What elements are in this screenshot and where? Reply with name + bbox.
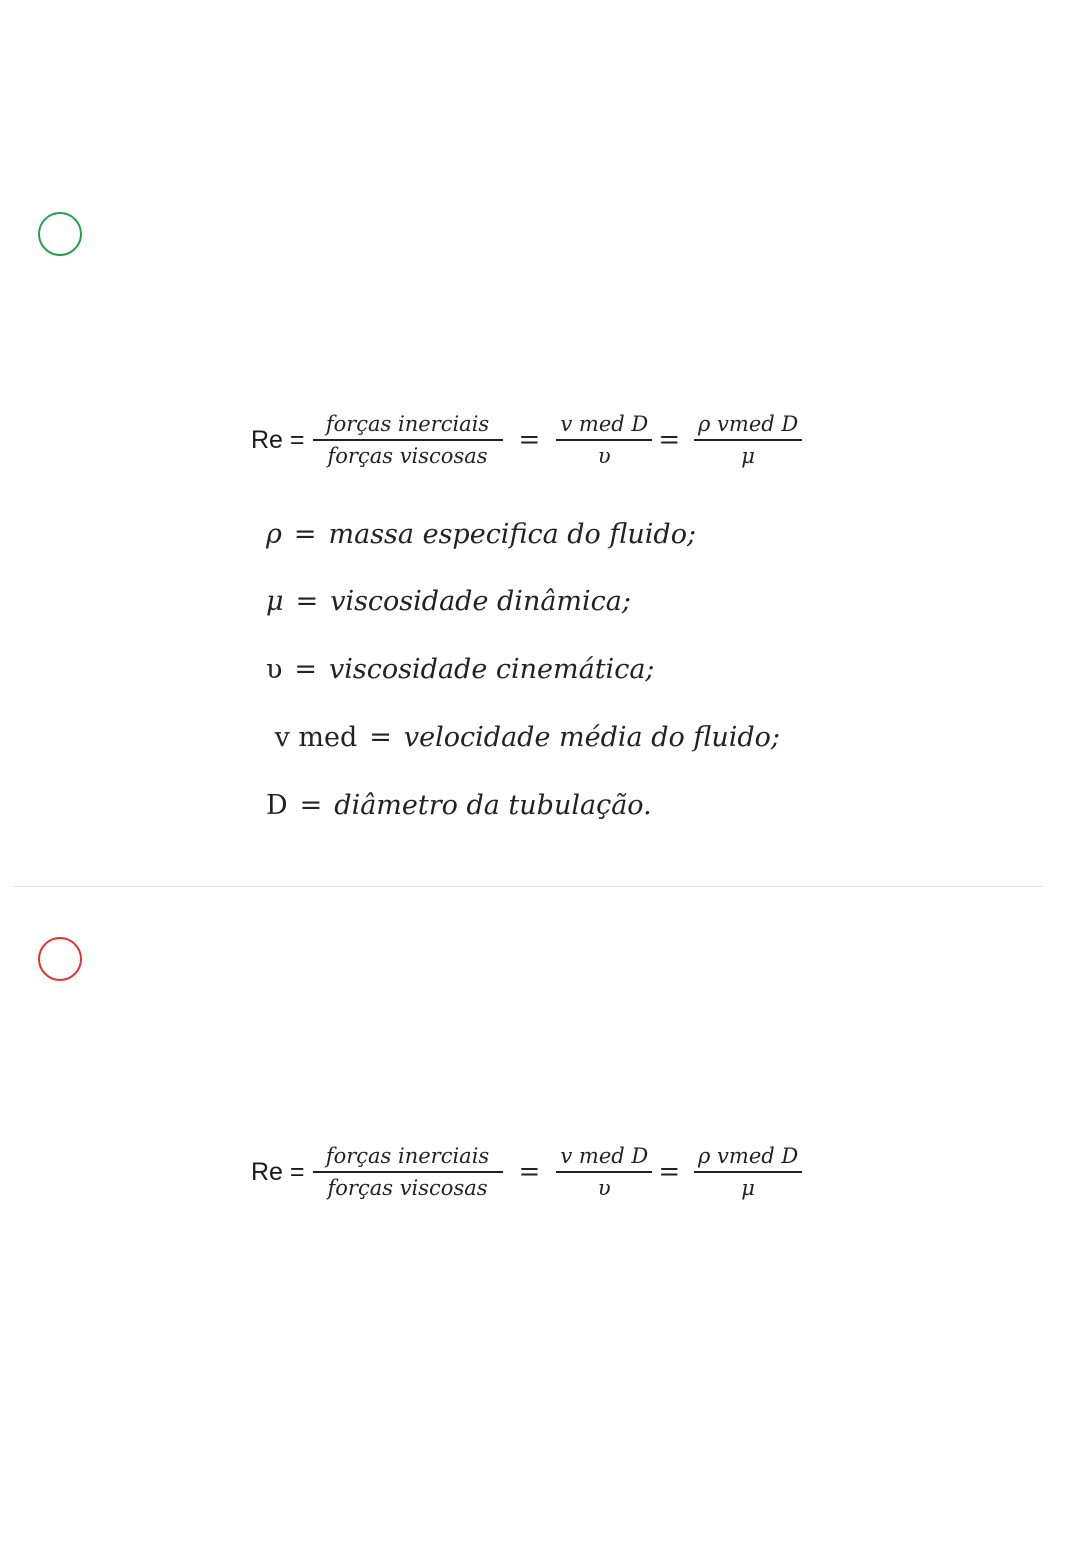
equals-sign: = [658,425,681,455]
equals-sign: = [299,790,323,821]
fraction-denominator: forças viscosas [327,1175,488,1200]
fraction-denominator: υ [597,1175,611,1200]
fraction-numerator: ρ vmed D [698,412,799,437]
fraction-denominator: forças viscosas [327,443,488,468]
definition-diameter [266,790,652,821]
fraction-denominator: υ [597,443,611,468]
fraction-numerator: v med D [560,1144,649,1169]
definition-symbol: D [266,790,288,821]
fraction-numerator: ρ vmed D [698,1144,799,1169]
fraction-dynamic [694,409,802,471]
definition-density [266,519,696,550]
reynolds-equation [251,1137,802,1207]
definition-text: viscosidade dinâmica; [330,586,631,617]
fraction-kinematic [556,1141,652,1203]
equals-sign: = [293,519,317,550]
definition-text: viscosidade cinemática; [329,654,655,685]
fraction-numerator: v med D [560,412,649,437]
definition-symbol: v med [266,722,358,753]
definition-kinematic-viscosity [266,654,655,685]
reynolds-equation [251,405,802,475]
equals-sign: = [294,654,318,685]
fraction-numerator: forças inerciais [325,1144,490,1169]
definition-symbol: υ [266,654,283,685]
fraction-numerator: forças inerciais [325,412,490,437]
equals-sign: = [518,1157,541,1187]
equation-lhs: Re = [251,1157,305,1186]
equation-lhs: Re = [251,425,305,454]
definition-text: diâmetro da tubulação. [334,790,652,821]
definition-symbol: ρ [266,519,282,550]
equals-sign: = [295,586,319,617]
definition-mean-velocity [266,722,780,753]
fraction-forces [313,1141,503,1203]
fraction-kinematic [556,409,652,471]
definition-symbol: μ [266,586,284,617]
equals-sign: = [658,1157,681,1187]
definition-text: velocidade média do fluido; [403,722,780,753]
definition-text: massa especifica do fluido; [328,519,697,550]
definition-dynamic-viscosity [266,586,631,617]
radio-button-correct[interactable] [38,212,82,256]
equals-sign: = [369,722,392,753]
radio-button-incorrect[interactable] [38,937,82,981]
equals-sign: = [518,425,541,455]
fraction-forces [313,409,503,471]
answer-option-2 [0,887,1077,1558]
fraction-denominator: μ [741,443,755,468]
fraction-denominator: μ [741,1175,755,1200]
fraction-dynamic [694,1141,802,1203]
